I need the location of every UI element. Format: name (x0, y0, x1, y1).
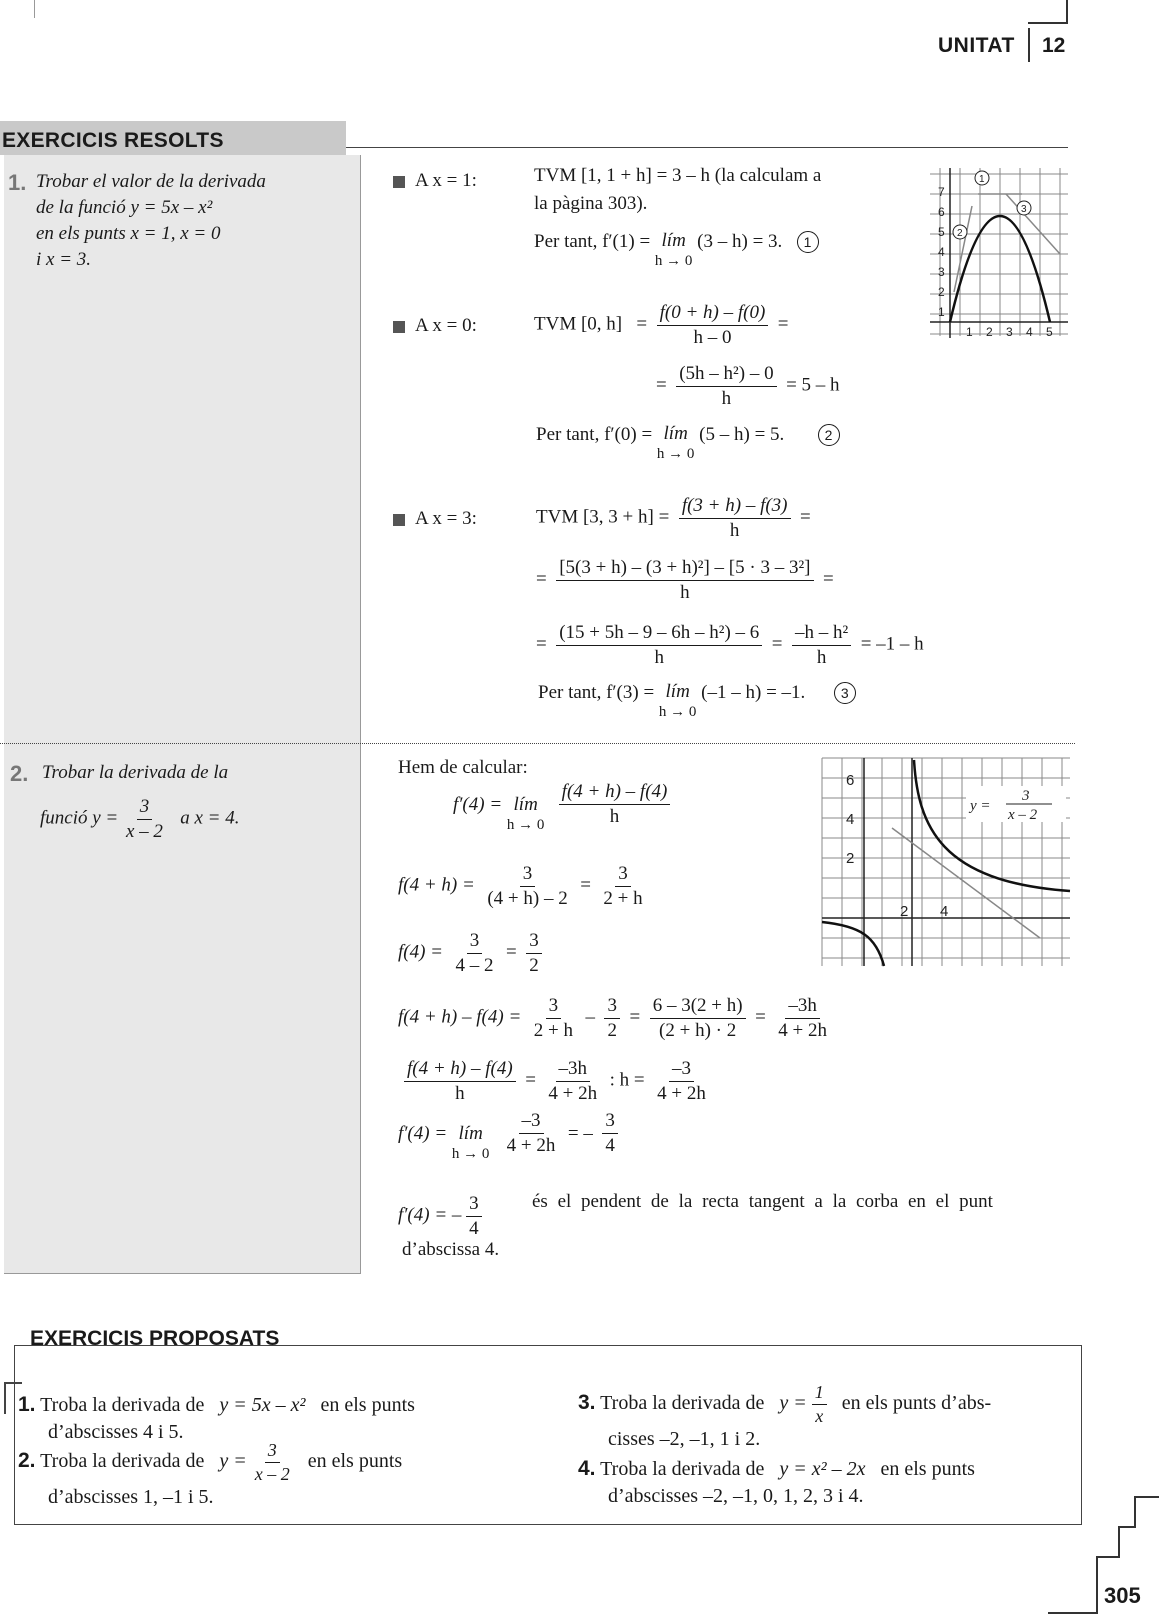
hyperbola-graph (820, 756, 1072, 968)
exercise-statement-line: funció y = $\frac{3}{x - 2}$ a x = 4. (40, 796, 240, 842)
graph-mark: 1 (979, 174, 985, 185)
section-title-resolved: EXERCICIS RESOLTS (2, 129, 224, 152)
bullet-icon (393, 176, 405, 188)
graph-label: x – 2 (1008, 807, 1038, 823)
graph-label: y = (970, 798, 991, 814)
circled-number: 1 (797, 231, 819, 253)
tick-label: 4 (938, 245, 945, 259)
solution-line: TVM [0, h] = $\frac{f(0 + h) - f(0)}{h - 0}$ = (534, 302, 789, 348)
proposed-exercise: 3. Troba la derivada de y = $\frac{1}{x}$ en els punts d’abs- cisses –2, –1, 1 i 2. (578, 1382, 992, 1451)
solution-intro: Hem de calcular: (398, 757, 528, 778)
page-number: 305 (1104, 1583, 1141, 1608)
footer-decoration (1134, 1496, 1159, 1498)
solution-line: = $\frac{\text{[5(3 + h) – (3 + h)²] – [5 · 3 – 3²]}}{h}$ = (536, 557, 834, 603)
tick-label: 4 (1026, 325, 1033, 339)
solution-conclusion: Per tant, f′(0) = lím h → 0 (5 – h) = 5. 2 (536, 424, 840, 462)
case-label: A x = 1: (393, 171, 477, 190)
solution-line: TVM [1, 1 + h] = 3 – h (la calculam a (534, 165, 822, 186)
tick-label: 4 (940, 903, 949, 920)
circled-number: 2 (818, 424, 840, 446)
section-title-proposed: EXERCICIS PROPOSATS (30, 1327, 280, 1350)
bullet-icon (393, 514, 405, 526)
solution-conclusion: Per tant, f′(1) = lím h → 0 (3 – h) = 3. 1 (534, 231, 819, 269)
solution-line: = $\frac{\text{(15 + 5h – 9 – 6h – h²) – 6}}{h}$ = $\frac{\text{–h – h²}}{h}$ = –1 – h (536, 622, 924, 668)
tick-label: 2 (986, 325, 993, 339)
box-corner-line (4, 1382, 6, 1414)
footer-decoration (1096, 1556, 1120, 1558)
circled-number: 3 (834, 682, 856, 704)
solution-line: TVM [3, 3 + h] = $\frac{f(3 + h) - f(3)}{h}$ = (536, 495, 811, 541)
graph-mark: 3 (1021, 204, 1027, 215)
top-margin-tick (34, 0, 35, 18)
footer-decoration (1118, 1526, 1120, 1556)
solution-line: $\frac{f(4 + h) - f(4)}{h}$ = $\frac{-3h}{4 + 2h}$ : h = $\frac{-3}{4 + 2h}$ (404, 1058, 709, 1105)
header-corner-line (1066, 0, 1068, 24)
tick-label: 7 (938, 185, 945, 199)
case-label: A x = 3: (393, 509, 477, 528)
footer-decoration (1096, 1556, 1098, 1612)
tick-label: 1 (966, 325, 973, 339)
tick-label: 2 (846, 850, 855, 867)
box-corner-line (4, 1382, 22, 1384)
graph-label: 3 (1022, 788, 1030, 804)
tick-label: 2 (938, 285, 945, 299)
exercise-statement-line: Trobar el valor de la derivada (36, 171, 266, 192)
tick-label: 6 (846, 772, 855, 789)
footer-decoration (1134, 1496, 1136, 1526)
solution-line: és el pendent de la recta tangent a la corba en el punt (532, 1191, 993, 1212)
tick-label: 3 (1006, 325, 1013, 339)
statement-panel (4, 155, 361, 1274)
header-corner-line (1028, 22, 1068, 24)
bullet-icon (393, 321, 405, 333)
solution-line: f(4) = $\frac{3}{4 - 2}$ = $\frac{3}{2}$ (398, 930, 542, 977)
solution-line: f(4 + h) – f(4) = $\frac{3}{2 + h}$ – $\frac{3}{2}$ = $\frac{6 - 3(2 + h)}{(2 + h) \cdot 2}$ = $\frac{-3h}{4 + 2h}$ (398, 995, 828, 1041)
exercise-statement-line: en els punts x = 1, x = 0 (36, 223, 221, 244)
exercise-statement-line: de la funció y = 5x – x² (36, 197, 213, 218)
unit-label: UNITAT (938, 34, 1015, 57)
header-separator (1028, 28, 1030, 62)
solution-line: la pàgina 303). (534, 193, 648, 214)
case-label: A x = 0: (393, 316, 477, 335)
proposed-exercise: 1. Troba la derivada de y = 5x – x² en els punts d’abscisses 4 i 5. (18, 1393, 415, 1444)
exercise-number: 2. (10, 761, 29, 786)
solution-line: f′(4) = lím h → 0 $\frac{f(4 + h) - f(4)}{h}$ (453, 795, 670, 833)
unit-number: 12 (1042, 34, 1066, 57)
tick-label: 1 (938, 305, 945, 319)
tick-label: 5 (938, 225, 945, 239)
exercise-number: 1. (8, 170, 27, 195)
solution-line: f′(4) = – $\frac{3}{4}$ (398, 1193, 482, 1240)
solution-line: f′(4) = lím h → 0 $\frac{-3}{4 + 2h}$ = – $\frac{3}{4}$ (398, 1124, 618, 1162)
footer-decoration (1048, 1612, 1098, 1614)
solution-line: = $\frac{\text{(5h – h²) – 0}}{h}$ = 5 – h (656, 363, 840, 409)
footer-decoration (1118, 1526, 1136, 1528)
parabola-graph (928, 166, 1070, 342)
section-rule (346, 147, 1068, 148)
tick-label: 4 (846, 811, 855, 828)
graph-mark: 2 (957, 228, 963, 239)
exercise-divider (0, 743, 1075, 744)
tick-label: 3 (938, 265, 945, 279)
exercise-statement-line: Trobar la derivada de la (42, 762, 229, 783)
solution-conclusion: Per tant, f′(3) = lím h → 0 (–1 – h) = –1. 3 (538, 682, 856, 720)
exercise-statement-line: i x = 3. (36, 249, 92, 270)
solution-line: d’abscissa 4. (402, 1239, 500, 1260)
solution-line: f(4 + h) = $\frac{3}{(4 + h) - 2}$ = $\frac{3}{2 + h}$ (398, 863, 643, 909)
tick-label: 5 (1046, 325, 1053, 339)
proposed-exercise: 4. Troba la derivada de y = x² – 2x en els punts d’abscisses –2, –1, 0, 1, 2, 3 i 4. (578, 1457, 975, 1508)
tick-label: 6 (938, 205, 945, 219)
proposed-exercise: 2. Troba la derivada de y = $\frac{3}{x - 2}$ en els punts d’abscisses 1, –1 i 5. (18, 1440, 403, 1509)
tick-label: 2 (900, 903, 909, 920)
